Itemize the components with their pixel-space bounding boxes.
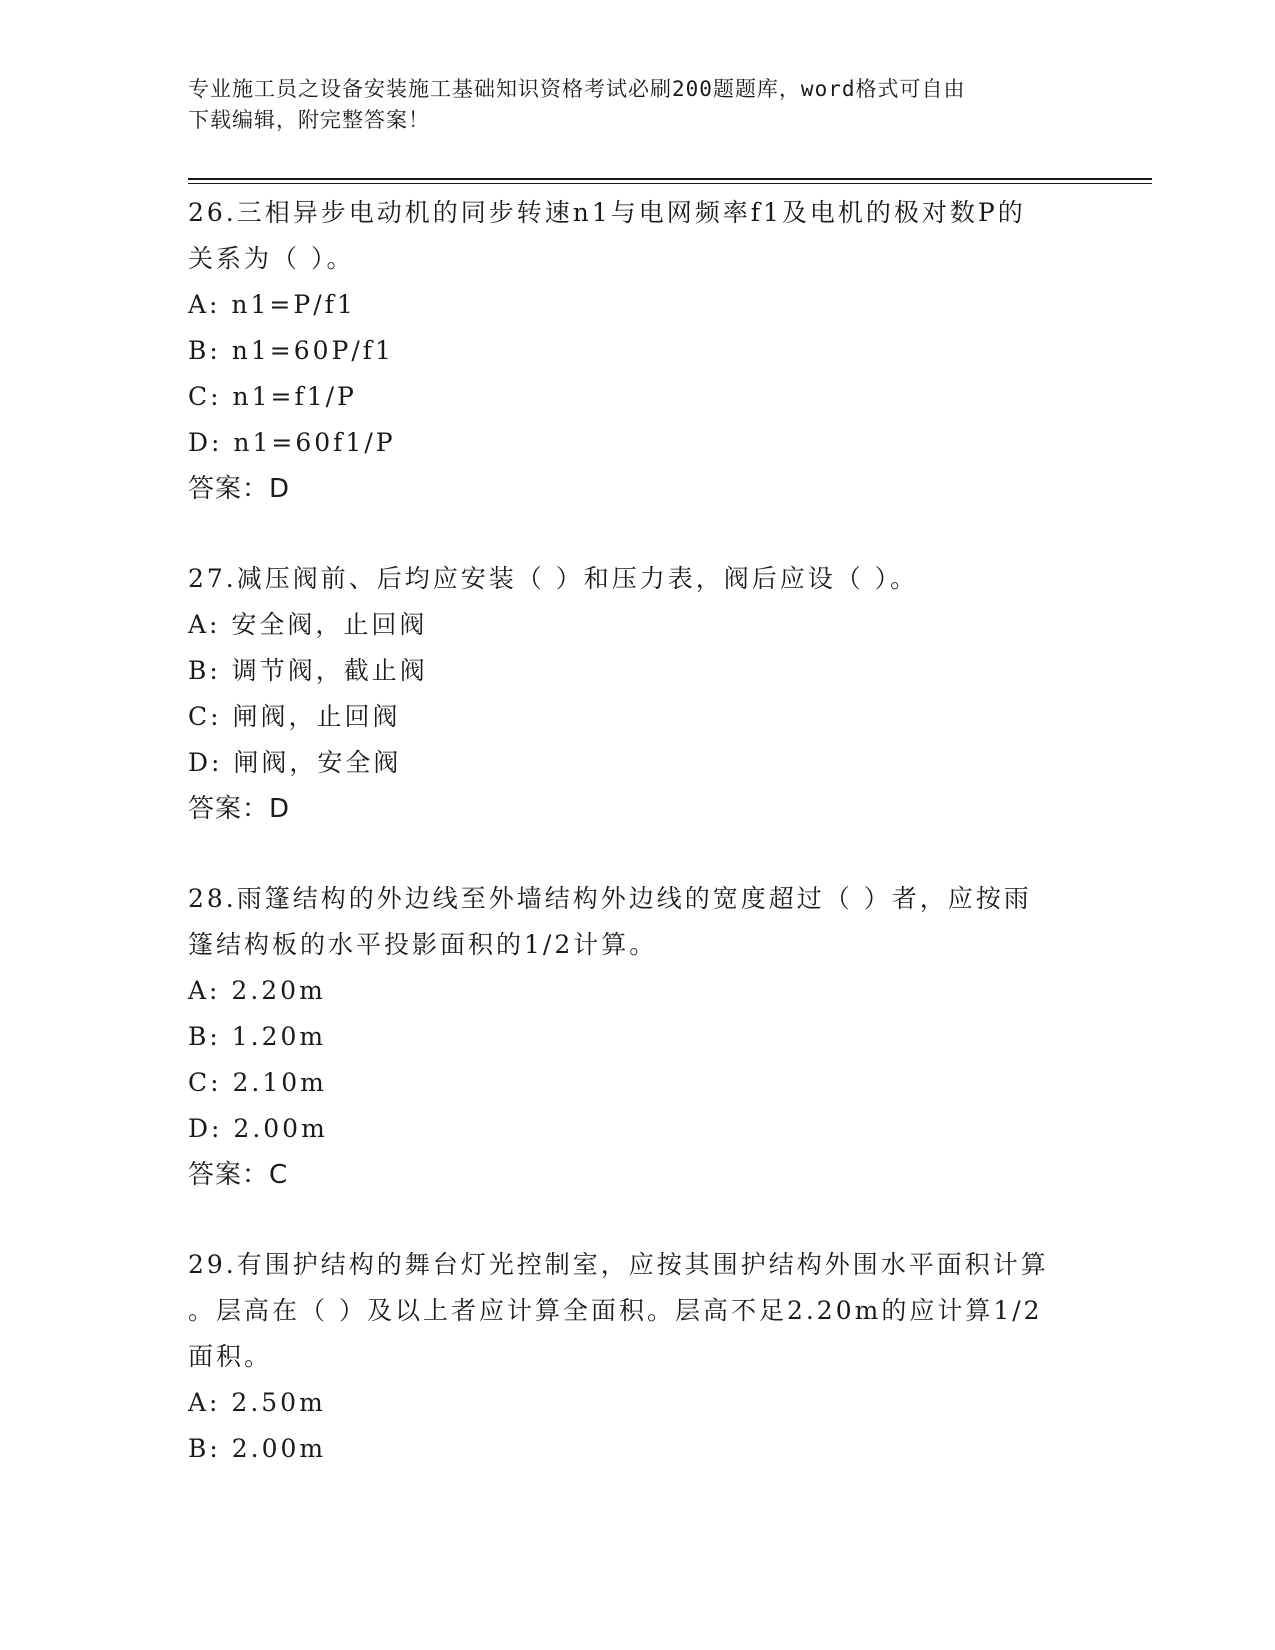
question-28 — [188, 876, 1088, 1198]
option-b: B: n1=60P/f1 — [188, 336, 394, 365]
question-spacer — [188, 1198, 1088, 1242]
question-text: 28.雨篷结构的外边线至外墙结构外边线的宽度超过（ ）者，应按雨 — [188, 884, 1032, 913]
header-line: 下载编辑，附完整答案！ — [188, 108, 430, 132]
header-line: 专业施工员之设备安装施工基础知识资格考试必刷200题题库，word格式可自由 — [188, 77, 966, 101]
option-b: B: 调节阀，截止阀 — [188, 656, 428, 685]
question-29 — [188, 1242, 1088, 1472]
header-divider — [188, 178, 1152, 180]
question-text: 。层高在（ ）及以上者应计算全面积。层高不足2.20m的应计算1/2 — [188, 1296, 1043, 1325]
answer: 答案：C — [188, 1160, 289, 1190]
option-d: D: 2.00m — [188, 1114, 328, 1143]
question-list — [188, 190, 1088, 1472]
question-spacer — [188, 512, 1088, 556]
option-b: B: 2.00m — [188, 1434, 327, 1463]
question-text: 27.减压阀前、后均应安装（ ）和压力表，阀后应设（ ）。 — [188, 564, 919, 593]
question-text: 26.三相异步电动机的同步转速n1与电网频率f1及电机的极对数P的 — [188, 198, 1026, 227]
option-c: C: n1=f1/P — [188, 382, 357, 411]
question-text: 面积。 — [188, 1342, 273, 1371]
header-divider-thin — [188, 183, 1152, 184]
question-27 — [188, 556, 1088, 832]
option-a: A: 安全阀，止回阀 — [188, 610, 428, 639]
option-a: A: n1=P/f1 — [188, 290, 356, 319]
option-c: C: 闸阀，止回阀 — [188, 702, 401, 731]
answer: 答案：D — [188, 794, 291, 824]
option-d: D: 闸阀，安全阀 — [188, 748, 402, 777]
answer: 答案：D — [188, 474, 291, 504]
document-header — [188, 74, 1088, 136]
option-d: D: n1=60f1/P — [188, 428, 396, 457]
question-text: 29.有围护结构的舞台灯光控制室，应按其围护结构外围水平面积计算 — [188, 1250, 1049, 1279]
question-text: 篷结构板的水平投影面积的1/2计算。 — [188, 930, 658, 959]
option-a: A: 2.20m — [188, 976, 326, 1005]
question-26 — [188, 190, 1088, 512]
question-text: 关系为（ ）。 — [188, 244, 355, 273]
option-c: C: 2.10m — [188, 1068, 327, 1097]
option-a: A: 2.50m — [188, 1388, 326, 1417]
question-spacer — [188, 832, 1088, 876]
option-b: B: 1.20m — [188, 1022, 327, 1051]
